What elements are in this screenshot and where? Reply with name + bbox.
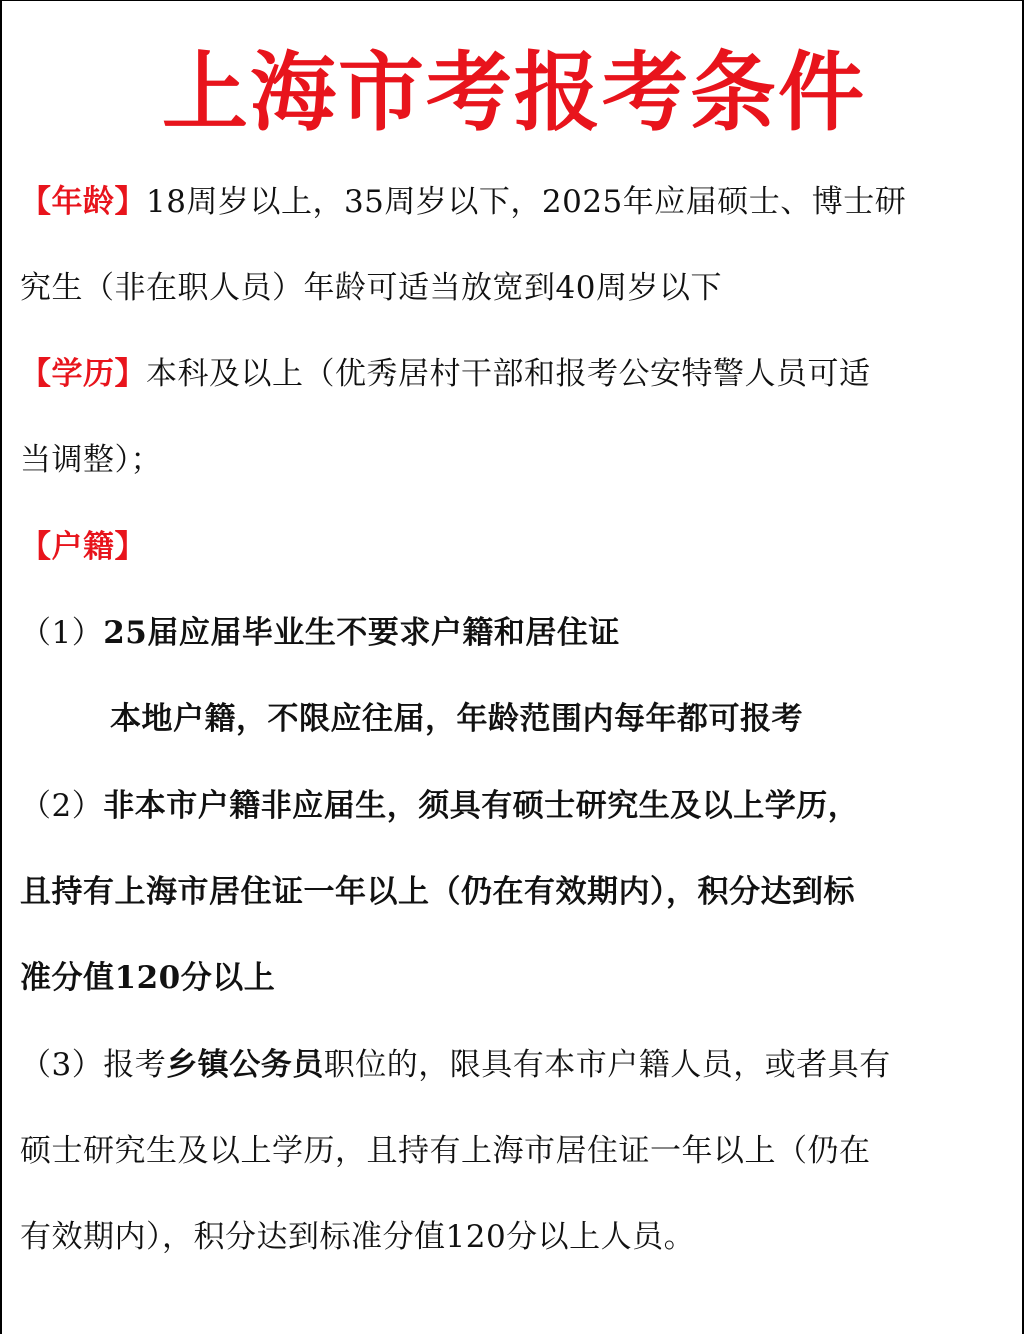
- household-item3-number: （3）: [20, 1047, 104, 1083]
- household-item1-line-2: [110, 699, 1012, 739]
- household-item3-prefix: 报考: [103, 1047, 167, 1083]
- education-text-2: 当调整）；: [20, 442, 162, 478]
- household-item1-text-1: 25届应届毕业生不要求户籍和居住证: [103, 615, 620, 651]
- household-item3-text-3: 有效期内），积分达到标准分值120分以上人员。: [20, 1219, 696, 1255]
- household-item1-line-1: [20, 613, 1012, 653]
- education-line-1: [20, 354, 1012, 394]
- household-item2-line-3: [20, 958, 1012, 998]
- age-line-1: [20, 182, 1012, 222]
- education-line-2: [20, 440, 1012, 480]
- education-text-1: 本科及以上（优秀居村干部和报考公安特警人员可适: [146, 356, 871, 392]
- household-heading: [20, 527, 1012, 567]
- household-item1-text-2: 本地户籍，不限应往届，年龄范围内每年都可报考: [110, 701, 803, 737]
- page-title: 上海市考报考条件: [162, 43, 866, 143]
- household-item2-text-2: 且持有上海市居住证一年以上（仍在有效期内），积分达到标: [20, 874, 855, 910]
- household-item1-number: （1）: [20, 615, 104, 651]
- household-item2-line-2: [20, 872, 1012, 912]
- age-label: 【年龄】: [20, 184, 146, 220]
- age-text-2: 究生（非在职人员）年龄可适当放宽到40周岁以下: [20, 270, 722, 306]
- household-item3-line-2: [20, 1131, 1012, 1171]
- age-text-1: 18周岁以上，35周岁以下，2025年应届硕士、博士研: [146, 184, 907, 220]
- household-item2-text-3: 准分值120分以上: [20, 960, 276, 996]
- household-label: 【户籍】: [20, 529, 146, 565]
- household-item2-number: （2）: [20, 788, 104, 824]
- household-item2-text-1: 非本市户籍非应届生，须具有硕士研究生及以上学历，: [103, 788, 860, 824]
- household-item3-highlight: 乡镇公务员: [166, 1047, 324, 1083]
- age-line-2: [20, 268, 1012, 308]
- education-label: 【学历】: [20, 356, 146, 392]
- household-item2-line-1: [20, 786, 1012, 826]
- household-item3-text-2: 硕士研究生及以上学历，且持有上海市居住证一年以上（仍在: [20, 1133, 871, 1169]
- household-item3-line-1: [20, 1045, 1012, 1085]
- household-item3-suffix: 职位的，限具有本市户籍人员，或者具有: [323, 1047, 891, 1083]
- household-item3-line-3: [20, 1217, 1012, 1257]
